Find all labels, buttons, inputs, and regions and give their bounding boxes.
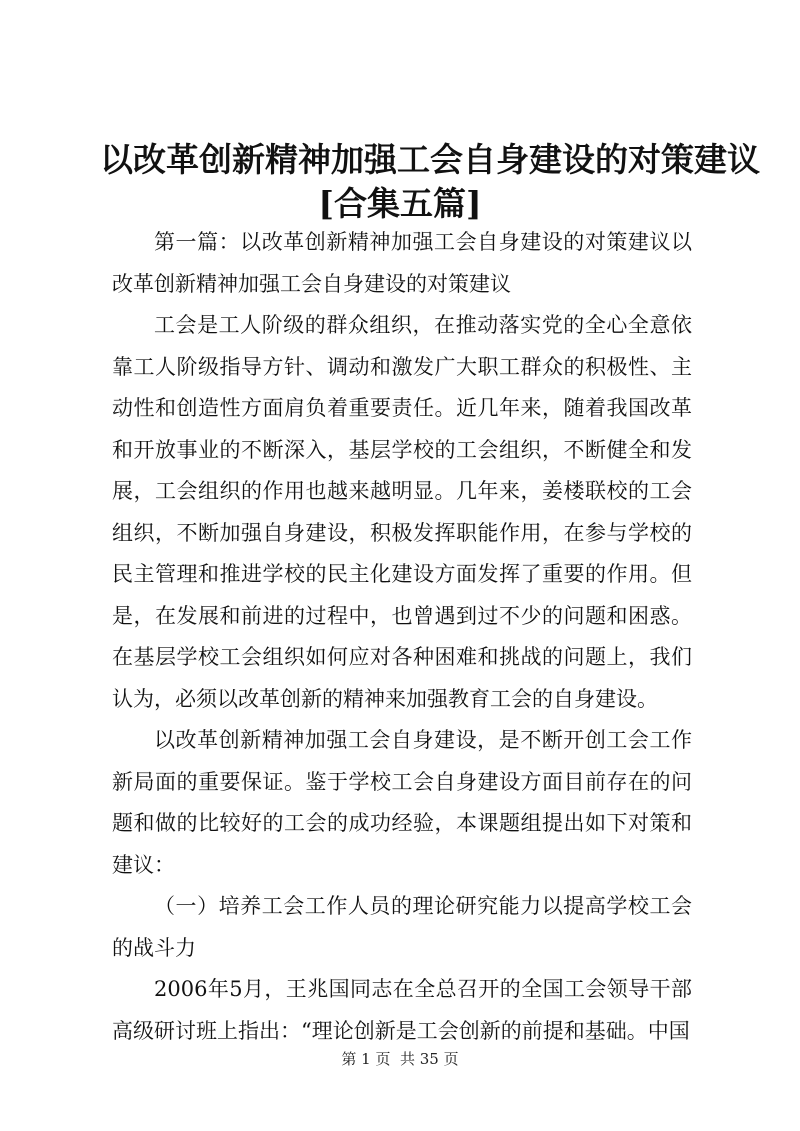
paragraph-1: 第一篇：以改革创新精神加强工会自身建设的对策建议以改革创新精神加强工会自身建设的对策建议 [112,230,692,296]
paragraph-5: 2006年5月，王兆国同志在全总召开的全国工会领导干部高级研讨班上指出：“理论创新是工会创新的前提和基础。中国 [112,977,692,1043]
page-footer [0,1048,800,1069]
document-body [112,222,692,1052]
document-title-line-1: 以改革创新精神加强工会自身建设的对策建议 [100,140,760,179]
paragraph-3: 以改革创新精神加强工会自身建设，是不断开创工会工作新局面的重要保证。鉴于学校工会自身建设方面目前存在的问题和做的比较好的工会的成功经验，本课题组提出如下对策和建议： [112,728,692,877]
document-title-line-2: [合集五篇] [318,184,482,223]
paragraph-4: （一）培养工会工作人员的理论研究能力以提高学校工会的战斗力 [112,894,692,960]
paragraph-2: 工会是工人阶级的群众组织，在推动落实党的全心全意依靠工人阶级指导方针、调动和激发广大职工群众的积极性、主动性和创造性方面肩负着重要责任。近几年来，随着我国改革和开放事业的不断深入，基层学校的工会组织，不断健全和发展，工会组织的作用也越来越明显。几年来，姜楼联校的工会组织，不断加强自身建设，积极发挥职能作用，在参与学校的民主管理和推进学校的民主化建设方面发挥了重要的作用。但是，在发展和前进的过程中，也曾遇到过不少的问题和困惑。在基层学校工会组织如何应对各种困难和挑战的问题上，我们认为，必须以改革创新的精神来加强教育工会的自身建设。 [112,313,692,711]
page-number-label: 第 1 页 共 35 页 [341,1050,459,1068]
